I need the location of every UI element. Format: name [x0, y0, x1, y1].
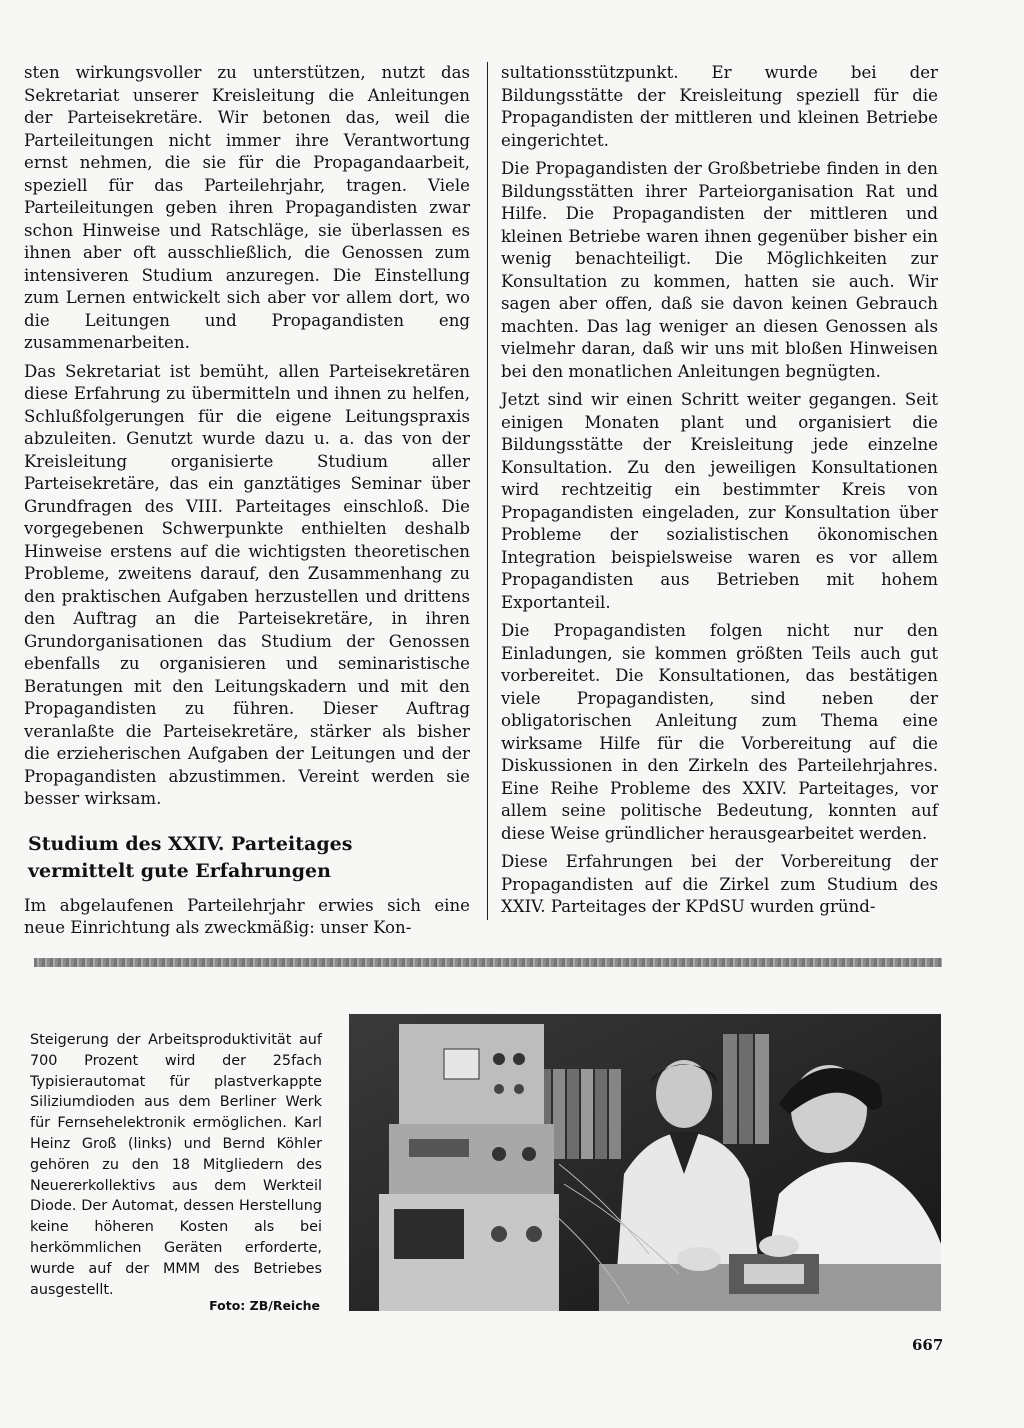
decorative-rule: [34, 958, 942, 967]
photo-illustration: [349, 1014, 941, 1311]
paragraph-right-2: Die Propagandisten der Großbetriebe finden in den Bildungsstätten ihrer Parteiorganisation Rat und Hilfe. Die Propagandisten der mittleren und kleinen Betriebe waren ihnen gegenüber bisher ein wenig benachteiligt. Die Möglichkeiten zur Konsultation zu kommen, hatten sie auch. Wir sagen aber offen, daß sie davon keinen Gebrauch machten. Das lag weniger an diesen Genossen als vielmehr daran, daß wir uns mit bloßen Hinweisen bei den monatlichen Anleitungen begnügten.: [501, 159, 938, 381]
instrument-rack: [379, 1024, 559, 1311]
paragraph-right-4: Die Propagandisten folgen nicht nur den Einladungen, sie kommen größten Teils auch gut vorbereitet. Die Konsultationen, das bestätigen viele Propagandisten, sind neben der obligatorischen Anleitung zum Thema eine wirksame Hilfe für die Vorbereitung auf die Diskussionen in den Zirkeln des Parteilehrjahres. Eine Reihe Probleme des XXIV. Parteitages, vor allem seine politische Bedeutung, konnten auf diese Weise gründlicher herausgearbeitet werden.: [501, 621, 938, 843]
photo: [349, 1014, 941, 1311]
page-number: 667: [912, 1336, 944, 1354]
paragraph-right-5: Diese Erfahrungen bei der Vorbereitung der Propagandisten auf die Zirkel zum Studium des XXIV. Parteitages der KPdSU wurden gründ-: [501, 852, 938, 916]
paragraph-right-3: Jetzt sind wir einen Schritt weiter gegangen. Seit einigen Monaten plant und organisiert die Bildungsstätte der Kreisleitung jede einzelne Konsultation. Zu den jeweiligen Konsultationen wird rechtzeitig ein bestimmter Kreis von Propagandisten eingeladen, zur Konsultation über Probleme der sozialistischen ökonomischen Integration beispielsweise waren es vor allem Propagandisten aus Betrieben mit hohem Exportanteil.: [501, 390, 938, 612]
right-column: [501, 62, 938, 925]
paragraph-right-1: sultationsstützpunkt. Er wurde bei der Bildungsstätte der Kreisleitung speziell für die Propagandisten der mittleren und kleinen Betriebe eingerichtet.: [501, 63, 938, 150]
photo-credit: Foto: ZB/Reiche: [209, 1298, 320, 1313]
left-column: [24, 62, 470, 946]
photo-caption: Steigerung der Arbeitsproduktivität auf 700 Prozent wird der 25fach Typisierautomat für plastverkappte Siliziumdioden aus dem Berliner Werk für Fernsehelektronik ermöglichen. Karl Heinz Groß (links) und Bernd Köhler gehören zu den 18 Mitgliedern des Neuererkollektivs aus dem Werkteil Diode. Der Automat, dessen Herstellung keine höheren Kosten als bei herkömmlichen Geräten erforderte, wurde auf der MMM des Betriebes ausgestellt.: [30, 1032, 322, 1298]
paragraph-left-3: Im abgelaufenen Parteilehrjahr erwies sich eine neue Einrichtung als zweckmäßig: unser Kon-: [24, 895, 470, 937]
paragraph-left-1: sten wirkungsvoller zu unterstützen, nutzt das Sekretariat unserer Kreisleitung die Anleitungen der Parteisekretäre. Wir betonen das, weil die Parteileitungen nicht immer ihre Verantwortung ernst nehmen, die sie für die Propagandaarbeit, speziell für das Parteilehrjahr, tragen. Viele Parteileitungen geben ihren Propagandisten zwar schon Hinweise und Ratschläge, sie überlassen es ihnen aber oft ausschließlich, die Genossen zum intensiveren Studium anzuregen. Die Einstellung zum Lernen entwickelt sich aber vor allem dort, wo die Leitungen und Propagandisten eng zusammenarbeiten.: [24, 63, 470, 352]
section-heading-line-2: vermittelt gute Erfahrungen: [28, 859, 331, 882]
paragraph-left-2: Das Sekretariat ist bemüht, allen Parteisekretären diese Erfahrung zu übermitteln und ihnen zu helfen, Schlußfolgerungen für die eigene Leitungspraxis abzuleiten. Genutzt wurde dazu u. a. das von der Kreisleitung organisierte Studium aller Parteisekretäre, das ein ganztätiges Seminar über Grundfragen des VIII. Parteitages einschloß. Die vorgegebenen Schwerpunkte enthielten deshalb Hinweise erstens auf die wichtigsten theoretischen Probleme, zweitens darauf, den Zusammenhang zu den praktischen Aufgaben herzustellen und drittens den Auftrag an die Parteisekretäre, in ihren Grundorganisationen das Studium der Genossen ebenfalls zu organisieren und seminaristische Beratungen mit den Leitungskadern und mit den Propagandisten zu führen. Dieser Auftrag veranlaßte die Parteisekretäre, stärker als bisher die erzieherischen Aufgaben der Leitungen und der Propagandisten abzustimmen. Vereint werden sie besser wirksam.: [24, 361, 470, 808]
column-divider: [487, 62, 488, 920]
section-heading: [28, 831, 470, 885]
section-heading-line-1: Studium des XXIV. Parteitages: [28, 832, 353, 855]
